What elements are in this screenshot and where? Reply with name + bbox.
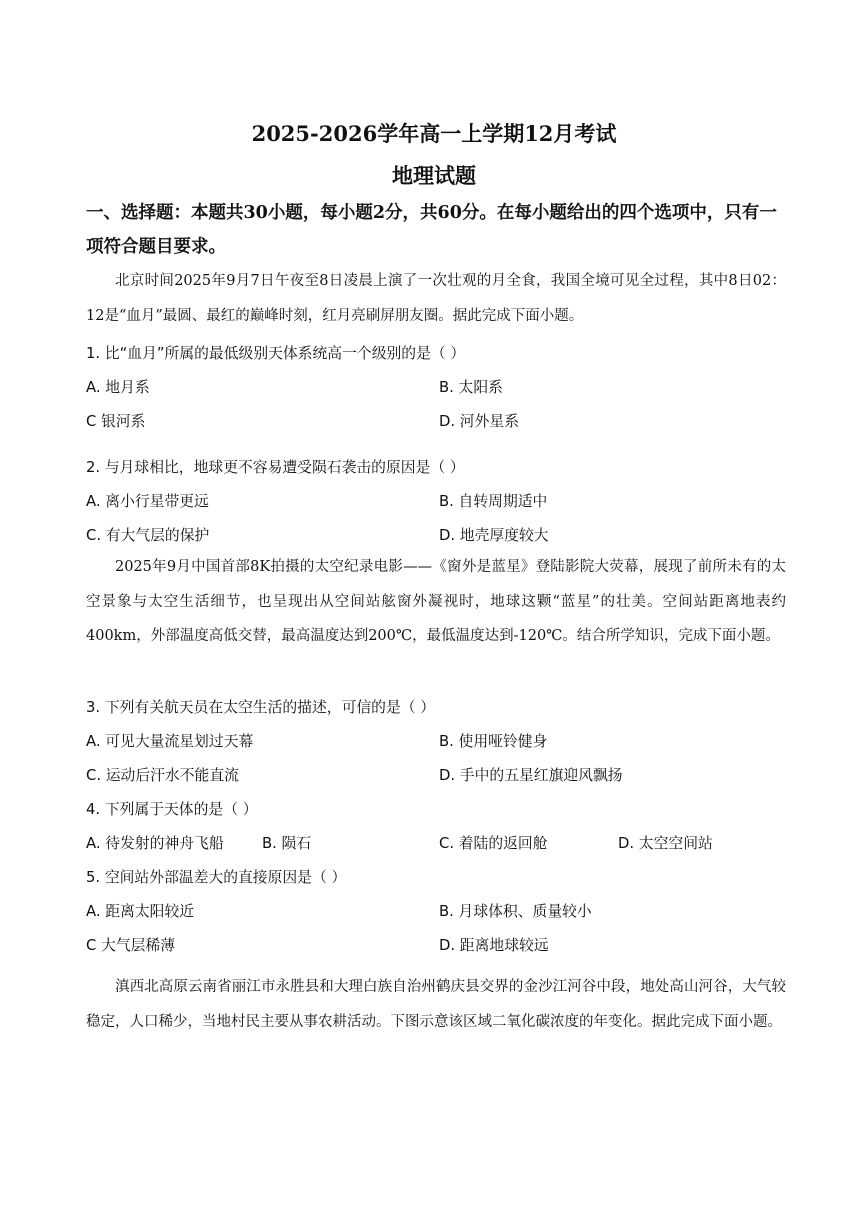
question-3-option-d[interactable]: D. 手中的五星红旗迎风飘扬 <box>439 767 623 784</box>
question-2-option-c[interactable]: C. 有大气层的保护 <box>86 527 210 544</box>
passage-lunar-eclipse: 北京时间2025年9月7日午夜至8日凌晨上演了一次壮观的月全食，我国全境可见全过程，其中8日02：12是“血月”最圆、最红的巅峰时刻，红月亮刷屏朋友圈。据此完成下面小题。 <box>86 273 786 324</box>
question-3-option-a[interactable]: A. 可见大量流星划过天幕 <box>86 733 254 750</box>
question-4-option-d[interactable]: D. 太空空间站 <box>618 835 713 852</box>
passage-jinsha-valley: 滇西北高原云南省丽江市永胜县和大理白族自治州鹤庆县交界的金沙江河谷中段，地处高山河谷，大气较稳定，人口稀少，当地村民主要从事农耕活动。下图示意该区域二氧化碳浓度的年变化。据此完成下面小题。 <box>86 979 786 1030</box>
question-4-option-c[interactable]: C. 着陆的返回舱 <box>439 835 548 852</box>
question-5-option-d[interactable]: D. 距离地球较远 <box>439 937 549 954</box>
question-1-option-a[interactable]: A. 地月系 <box>86 379 150 396</box>
question-5-option-a[interactable]: A. 距离太阳较近 <box>86 903 195 920</box>
question-4-stem: 4. 下列属于天体的是（ ） <box>86 801 258 818</box>
question-4-option-a[interactable]: A. 待发射的神舟飞船 <box>86 835 224 852</box>
exam-subject: 地理试题 <box>392 163 476 188</box>
question-1-option-c[interactable]: C 银河系 <box>86 413 146 430</box>
question-4-option-b[interactable]: B. 陨石 <box>262 835 312 852</box>
question-3-option-b[interactable]: B. 使用哑铃健身 <box>439 733 548 750</box>
question-3-stem: 3. 下列有关航天员在太空生活的描述，可信的是（ ） <box>86 699 436 716</box>
question-1-option-d[interactable]: D. 河外星系 <box>439 413 519 430</box>
question-5-option-b[interactable]: B. 月球体积、质量较小 <box>439 903 592 920</box>
question-2-stem: 2. 与月球相比，地球更不容易遭受陨石袭击的原因是（ ） <box>86 459 465 476</box>
question-5-stem: 5. 空间站外部温差大的直接原因是（ ） <box>86 869 347 886</box>
question-3-option-c[interactable]: C. 运动后汗水不能直流 <box>86 767 239 784</box>
passage-space-film: 2025年9月中国首部8K拍摄的太空纪录电影——《窗外是蓝星》登陆影院大荧幕，展现了前所未有的太空景象与太空生活细节，也呈现出从空间站舷窗外凝视时，地球这颗“蓝星”的壮美。空间站距离地表约400km，外部温度高低交替，最高温度达到200℃，最低温度达到-120℃。结合所学知识，完成下面小题。 <box>86 559 786 644</box>
question-2-option-d[interactable]: D. 地壳厚度较大 <box>439 527 549 544</box>
exam-title: 2025-2026学年高一上学期12月考试 <box>251 121 617 146</box>
question-2-option-a[interactable]: A. 离小行星带更远 <box>86 493 209 510</box>
question-2-option-b[interactable]: B. 自转周期适中 <box>439 493 548 510</box>
question-1-option-b[interactable]: B. 太阳系 <box>439 379 503 396</box>
question-5-option-c[interactable]: C 大气层稀薄 <box>86 937 176 954</box>
question-1-stem: 1. 比“血月”所属的最低级别天体系统高一个级别的是（ ） <box>86 345 466 362</box>
section-heading: 一、选择题：本题共30小题，每小题2分，共60分。在每小题给出的四个选项中，只有一项符合题目要求。 <box>86 203 777 257</box>
